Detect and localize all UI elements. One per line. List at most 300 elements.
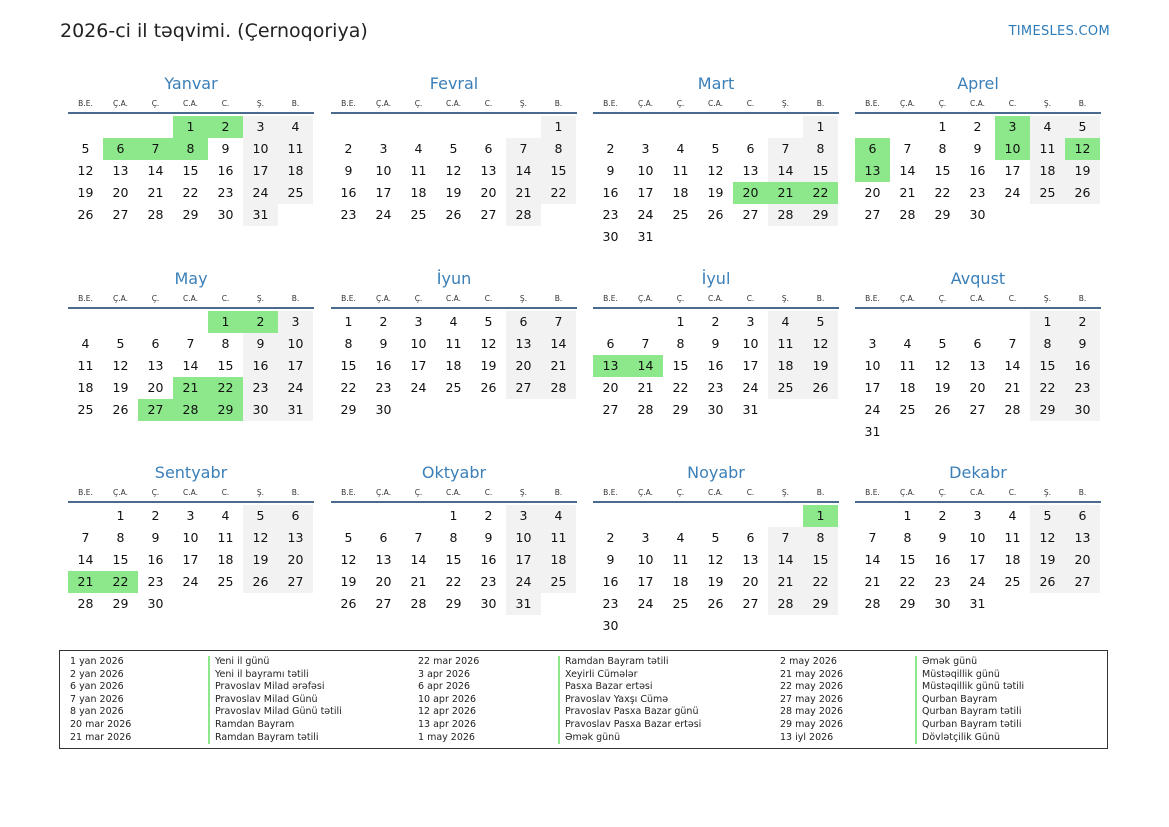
month-dekabr: [855, 461, 1101, 615]
day-cell: 9: [606, 552, 615, 567]
day-cell: 20: [602, 380, 619, 395]
day-cell: 19: [340, 574, 357, 589]
day-cell: 16: [217, 163, 234, 178]
day-cell: 4: [1030, 116, 1065, 138]
day-cell: 26: [707, 596, 724, 611]
holiday-day: 21: [768, 182, 803, 204]
day-cell: 12: [77, 163, 94, 178]
day-cell: 22: [541, 182, 576, 204]
day-grid: [331, 116, 577, 226]
legend-date: 2 yan 2026: [70, 668, 124, 680]
day-cell: 4: [81, 336, 90, 351]
day-cell: 9: [151, 530, 160, 545]
day-cell: 8: [938, 141, 947, 156]
day-cell: 2: [379, 314, 388, 329]
legend-holiday-name: Ramdan Bayram: [208, 719, 342, 732]
day-cell: 23: [969, 185, 986, 200]
day-cell: 3: [506, 505, 541, 527]
day-cell: 6: [973, 336, 982, 351]
day-cell: 3: [379, 141, 388, 156]
day-cell: 28: [410, 596, 427, 611]
empty-cell: [68, 311, 103, 333]
day-cell: 15: [672, 358, 689, 373]
day-cell: 30: [375, 402, 392, 417]
weekday-label: Ç.A.: [899, 99, 915, 108]
day-cell: 1: [1030, 311, 1065, 333]
weekday-label: C.: [484, 488, 493, 497]
day-cell: 11: [77, 358, 94, 373]
day-cell: 25: [1004, 574, 1021, 589]
empty-cell: [698, 505, 733, 527]
day-cell: 20: [969, 380, 986, 395]
day-cell: 17: [410, 358, 427, 373]
month-name: İyul: [701, 269, 731, 288]
day-cell: 2: [484, 508, 493, 523]
day-cell: 2: [344, 141, 353, 156]
holiday-legend: [59, 650, 1108, 749]
day-cell: 26: [112, 402, 129, 417]
weekday-label: Ç.: [938, 294, 947, 303]
day-cell: 25: [278, 182, 313, 204]
month-may: [68, 267, 314, 421]
weekday-label: B.: [291, 488, 300, 497]
weekday-label: C.A.: [969, 488, 985, 497]
empty-cell: [628, 505, 663, 527]
day-cell: 17: [375, 185, 392, 200]
day-cell: 27: [480, 207, 497, 222]
day-cell: 6: [606, 336, 615, 351]
day-cell: 1: [903, 508, 912, 523]
day-cell: 2: [938, 508, 947, 523]
weekday-label: C.: [484, 99, 493, 108]
day-cell: 5: [938, 336, 947, 351]
day-cell: 23: [707, 380, 724, 395]
legend-holiday-name: Qurban Bayram tətili: [915, 719, 1024, 732]
day-cell: 18: [445, 358, 462, 373]
empty-cell: [593, 116, 628, 138]
day-cell: 9: [243, 333, 278, 355]
holiday-day: 22: [103, 571, 138, 593]
day-cell: 19: [707, 185, 724, 200]
day-cell: 11: [768, 333, 803, 355]
day-cell: 25: [1030, 182, 1065, 204]
day-cell: 23: [243, 377, 278, 399]
day-cell: 13: [147, 358, 164, 373]
weekday-label: C.A.: [969, 294, 985, 303]
weekday-label: B.: [291, 99, 300, 108]
day-grid: [331, 505, 577, 615]
holiday-day: 7: [138, 138, 173, 160]
day-cell: 31: [969, 596, 986, 611]
day-cell: 29: [672, 402, 689, 417]
month-name: Fevral: [429, 74, 479, 93]
empty-cell: [366, 116, 401, 138]
empty-cell: [366, 505, 401, 527]
legend-holiday-name: Pravoslav Pasxa Bazar günü: [558, 706, 701, 719]
day-cell: 7: [186, 336, 195, 351]
day-cell: 18: [217, 552, 234, 567]
month-aprel: [855, 72, 1101, 226]
day-cell: 21: [864, 574, 881, 589]
weekday-label: B.: [1078, 294, 1087, 303]
day-cell: 17: [742, 358, 759, 373]
month-name: Dekabr: [949, 463, 1007, 482]
day-cell: 9: [344, 163, 353, 178]
empty-cell: [768, 505, 803, 527]
legend-date: 1 may 2026: [418, 731, 475, 743]
day-cell: 15: [803, 160, 838, 182]
weekday-header: [855, 485, 1101, 503]
legend-holiday-name: Pravoslav Milad Günü: [208, 694, 342, 707]
day-cell: 5: [1065, 116, 1100, 138]
day-cell: 8: [803, 138, 838, 160]
weekday-label: Ç.: [676, 488, 685, 497]
weekday-label: Ç.: [151, 99, 160, 108]
day-cell: 28: [899, 207, 916, 222]
empty-cell: [855, 311, 890, 333]
weekday-label: Ç.A.: [375, 99, 391, 108]
weekday-label: B.E.: [78, 294, 93, 303]
legend-holiday-name: Pasxa Bazar ertəsi: [558, 681, 701, 694]
legend-holiday-name: Yeni il günü: [208, 656, 342, 669]
day-cell: 3: [641, 530, 650, 545]
day-cell: 5: [243, 505, 278, 527]
day-cell: 31: [637, 229, 654, 244]
day-cell: 29: [803, 204, 838, 226]
day-cell: 19: [1030, 549, 1065, 571]
day-cell: 28: [541, 377, 576, 399]
weekday-label: Ş.: [1043, 294, 1052, 303]
day-cell: 17: [182, 552, 199, 567]
empty-cell: [960, 311, 995, 333]
day-cell: 3: [868, 336, 877, 351]
day-cell: 21: [410, 574, 427, 589]
day-cell: 22: [445, 574, 462, 589]
holiday-day: 14: [628, 355, 663, 377]
day-cell: 8: [676, 336, 685, 351]
day-cell: 24: [864, 402, 881, 417]
day-cell: 18: [672, 574, 689, 589]
day-cell: 15: [934, 163, 951, 178]
legend-date: 20 mar 2026: [70, 718, 132, 730]
weekday-label: Ş.: [256, 99, 265, 108]
weekday-label: C.: [746, 99, 755, 108]
day-cell: 1: [541, 116, 576, 138]
legend-holiday-name: Yeni il bayramı tətili: [208, 669, 342, 682]
holiday-day: 6: [855, 138, 890, 160]
weekday-label: Ç.A.: [375, 488, 391, 497]
day-cell: 20: [112, 185, 129, 200]
day-cell: 4: [768, 311, 803, 333]
weekday-label: Ş.: [519, 294, 528, 303]
day-cell: 11: [217, 530, 234, 545]
day-cell: 9: [484, 530, 493, 545]
day-cell: 27: [112, 207, 129, 222]
day-cell: 19: [934, 380, 951, 395]
weekday-label: C.A.: [707, 488, 723, 497]
day-cell: 15: [1030, 355, 1065, 377]
day-cell: 3: [414, 314, 423, 329]
day-cell: 31: [278, 399, 313, 421]
day-cell: 15: [340, 358, 357, 373]
day-cell: 20: [506, 355, 541, 377]
day-cell: 5: [116, 336, 125, 351]
day-cell: 13: [742, 552, 759, 567]
day-cell: 21: [1004, 380, 1021, 395]
day-cell: 24: [637, 207, 654, 222]
day-cell: 28: [637, 402, 654, 417]
day-cell: 7: [506, 138, 541, 160]
empty-cell: [663, 505, 698, 527]
day-cell: 16: [602, 574, 619, 589]
day-cell: 28: [768, 593, 803, 615]
legend-holiday-name: Ramdan Bayram tətili: [208, 732, 342, 745]
day-cell: 29: [899, 596, 916, 611]
weekday-label: B.: [554, 294, 563, 303]
empty-cell: [855, 505, 890, 527]
holiday-day: 1: [803, 505, 838, 527]
legend-date: 21 mar 2026: [70, 731, 132, 743]
holiday-day: 13: [593, 355, 628, 377]
legend-holiday-name: Ramdan Bayram tətili: [558, 656, 701, 669]
day-cell: 8: [221, 336, 230, 351]
weekday-label: C.A.: [182, 488, 198, 497]
weekday-label: B.E.: [341, 99, 356, 108]
weekday-label: Ş.: [519, 488, 528, 497]
weekday-header: [855, 291, 1101, 309]
weekday-label: C.A.: [445, 294, 461, 303]
holiday-day: 10: [995, 138, 1030, 160]
weekday-label: Ç.: [676, 294, 685, 303]
day-cell: 24: [742, 380, 759, 395]
day-cell: 10: [742, 336, 759, 351]
day-cell: 24: [375, 207, 392, 222]
weekday-header: [331, 291, 577, 309]
day-cell: 20: [864, 185, 881, 200]
day-cell: 9: [711, 336, 720, 351]
day-cell: 4: [676, 141, 685, 156]
legend-date: 8 yan 2026: [70, 706, 124, 718]
day-cell: 3: [746, 314, 755, 329]
day-cell: 5: [711, 141, 720, 156]
day-cell: 13: [375, 552, 392, 567]
day-cell: 25: [768, 377, 803, 399]
day-cell: 8: [903, 530, 912, 545]
day-cell: 21: [768, 571, 803, 593]
day-cell: 27: [742, 207, 759, 222]
day-cell: 25: [672, 207, 689, 222]
day-cell: 17: [1004, 163, 1021, 178]
legend-holiday-name: Xeyirli Cümələr: [558, 669, 701, 682]
weekday-label: B.E.: [341, 488, 356, 497]
legend-date: 1 yan 2026: [70, 656, 124, 667]
legend-holiday-name: Qurban Bayram tətili: [915, 706, 1024, 719]
day-cell: 18: [1030, 160, 1065, 182]
legend-date: 13 apr 2026: [418, 718, 477, 730]
day-cell: 7: [541, 311, 576, 333]
weekday-label: B.: [291, 294, 300, 303]
legend-date: 3 apr 2026: [418, 668, 471, 680]
day-cell: 12: [707, 552, 724, 567]
day-cell: 14: [182, 358, 199, 373]
day-cell: 3: [186, 508, 195, 523]
weekday-label: C.: [1008, 99, 1017, 108]
legend-date: 13 iyl 2026: [780, 731, 834, 743]
day-cell: 27: [742, 596, 759, 611]
day-cell: 23: [147, 574, 164, 589]
empty-cell: [471, 116, 506, 138]
holiday-day: 13: [855, 160, 890, 182]
day-cell: 22: [803, 571, 838, 593]
legend-dates-2: [418, 656, 479, 744]
day-cell: 16: [243, 355, 278, 377]
day-cell: 11: [672, 552, 689, 567]
day-cell: 23: [480, 574, 497, 589]
day-cell: 14: [147, 163, 164, 178]
day-cell: 16: [707, 358, 724, 373]
day-cell: 24: [182, 574, 199, 589]
day-cell: 12: [1030, 527, 1065, 549]
day-cell: 9: [379, 336, 388, 351]
day-cell: 14: [768, 160, 803, 182]
weekday-header: [68, 485, 314, 503]
weekday-label: B.: [1078, 99, 1087, 108]
day-grid: [593, 505, 839, 637]
day-cell: 10: [410, 336, 427, 351]
weekday-label: B.: [816, 99, 825, 108]
day-grid: [331, 311, 577, 421]
legend-holiday-name: Müstəqillik günü tətili: [915, 681, 1024, 694]
day-cell: 9: [606, 163, 615, 178]
day-cell: 6: [278, 505, 313, 527]
day-cell: 4: [221, 508, 230, 523]
empty-cell: [138, 116, 173, 138]
day-cell: 25: [672, 596, 689, 611]
day-cell: 12: [480, 336, 497, 351]
legend-holiday-name: Pravoslav Milad Günü tətili: [208, 706, 342, 719]
day-cell: 11: [1030, 138, 1065, 160]
day-cell: 15: [541, 160, 576, 182]
day-cell: 11: [278, 138, 313, 160]
day-cell: 13: [506, 333, 541, 355]
day-cell: 15: [182, 163, 199, 178]
day-cell: 8: [116, 530, 125, 545]
day-cell: 16: [969, 163, 986, 178]
weekday-label: B.E.: [865, 294, 880, 303]
day-cell: 16: [340, 185, 357, 200]
weekday-label: Ç.: [414, 294, 423, 303]
day-cell: 4: [449, 314, 458, 329]
day-cell: 20: [278, 549, 313, 571]
holiday-day: 21: [68, 571, 103, 593]
day-cell: 3: [278, 311, 313, 333]
weekday-label: C.: [221, 294, 230, 303]
weekday-label: B.E.: [865, 488, 880, 497]
day-cell: 17: [864, 380, 881, 395]
day-cell: 11: [899, 358, 916, 373]
legend-date: 6 apr 2026: [418, 681, 471, 693]
weekday-label: Ş.: [256, 488, 265, 497]
day-grid: [68, 116, 314, 226]
legend-date: 21 may 2026: [780, 668, 844, 680]
month-avqust: [855, 267, 1101, 443]
day-cell: 6: [151, 336, 160, 351]
legend-date: 10 apr 2026: [418, 693, 477, 705]
day-cell: 28: [768, 204, 803, 226]
weekday-label: Ç.A.: [375, 294, 391, 303]
day-cell: 3: [243, 116, 278, 138]
day-cell: 29: [340, 402, 357, 417]
day-cell: 18: [541, 549, 576, 571]
day-cell: 22: [899, 574, 916, 589]
day-cell: 29: [112, 596, 129, 611]
day-cell: 17: [243, 160, 278, 182]
weekday-label: B.E.: [603, 99, 618, 108]
brand-link[interactable]: TIMESLES.COM: [1008, 24, 1110, 39]
day-cell: 26: [1030, 571, 1065, 593]
day-cell: 5: [1030, 505, 1065, 527]
day-cell: 18: [768, 355, 803, 377]
day-cell: 15: [803, 549, 838, 571]
day-cell: 27: [375, 596, 392, 611]
day-cell: 10: [243, 138, 278, 160]
day-cell: 25: [899, 402, 916, 417]
day-cell: 1: [938, 119, 947, 134]
day-cell: 12: [707, 163, 724, 178]
weekday-label: C.A.: [707, 294, 723, 303]
empty-cell: [331, 505, 366, 527]
day-cell: 9: [973, 141, 982, 156]
day-cell: 21: [541, 355, 576, 377]
day-cell: 7: [768, 138, 803, 160]
day-cell: 26: [803, 377, 838, 399]
holiday-day: 2: [208, 116, 243, 138]
day-cell: 6: [379, 530, 388, 545]
day-cell: 25: [217, 574, 234, 589]
month-name: İyun: [436, 269, 472, 288]
holiday-day: 22: [803, 182, 838, 204]
weekday-label: C.A.: [445, 488, 461, 497]
month-noyabr: [593, 461, 839, 637]
weekday-label: B.E.: [78, 99, 93, 108]
day-cell: 7: [641, 336, 650, 351]
month-name: Mart: [697, 74, 735, 93]
day-cell: 2: [606, 530, 615, 545]
day-cell: 27: [506, 377, 541, 399]
legend-holiday-name: Pravoslav Yaxşı Cümə: [558, 694, 701, 707]
day-cell: 30: [934, 596, 951, 611]
weekday-label: B.E.: [603, 488, 618, 497]
weekday-header: [593, 485, 839, 503]
day-cell: 16: [602, 185, 619, 200]
day-cell: 4: [676, 530, 685, 545]
empty-cell: [68, 116, 103, 138]
weekday-header: [593, 96, 839, 114]
month-i̇yul: [593, 267, 839, 421]
weekday-label: C.: [221, 99, 230, 108]
day-cell: 30: [243, 399, 278, 421]
legend-date: 28 may 2026: [780, 706, 844, 718]
day-grid: [855, 505, 1101, 615]
day-cell: 7: [414, 530, 423, 545]
weekday-label: Ç.: [414, 99, 423, 108]
day-cell: 10: [637, 163, 654, 178]
legend-dates-3: [780, 656, 843, 744]
empty-cell: [698, 116, 733, 138]
weekday-label: Ç.: [938, 99, 947, 108]
day-cell: 26: [445, 207, 462, 222]
weekday-label: C.: [484, 294, 493, 303]
